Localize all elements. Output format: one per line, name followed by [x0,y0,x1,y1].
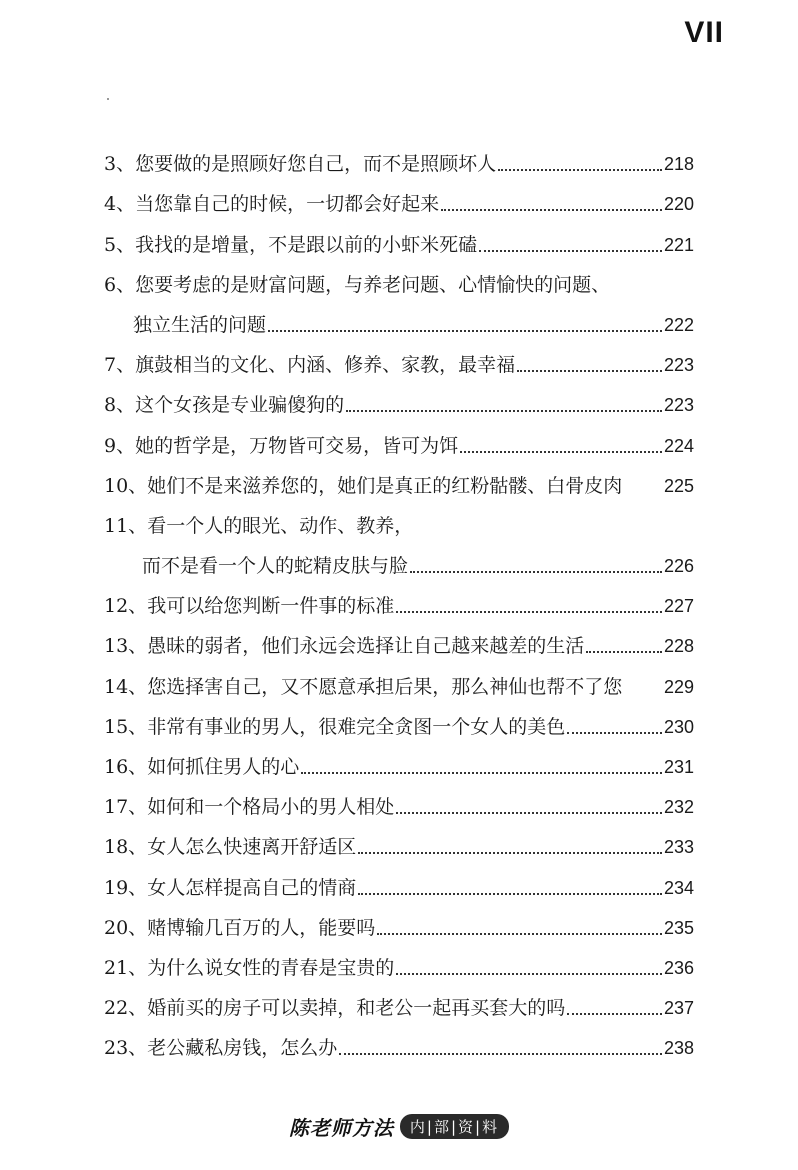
toc-entry-page: 235 [663,917,694,938]
toc-entry-number: 7、 [104,354,136,377]
toc-entry-number: 22、 [104,997,148,1020]
toc-entry-number: 11、 [104,514,148,537]
toc-entry-20[interactable] [104,900,694,940]
dot-leader [396,611,662,613]
toc-entry-title: 她的哲学是，万物皆可交易，皆可为饵 [135,434,459,457]
toc-entry-number: 5、 [104,233,136,256]
toc-entry-title: 婚前买的房子可以卖掉，和老公一起再买套大的吗 [147,997,566,1020]
toc-entry-23[interactable] [104,1020,694,1060]
toc-entry-number: 3、 [104,153,136,176]
toc-entry-number: 19、 [104,876,148,899]
toc-entry-number: 21、 [104,956,148,979]
toc-entry-title: 愚昧的弱者，他们永远会选择让自己越来越差的生活 [147,635,585,658]
toc-entry-page: 234 [663,877,694,898]
toc-entry-page: 237 [663,998,694,1019]
toc-entry-6-continued[interactable] [104,297,694,337]
toc-entry-16[interactable] [104,739,694,779]
toc-entry-title: 当您靠自己的时候，一切都会好起来 [135,193,440,216]
dot-leader [479,250,662,252]
toc-entry-title: 我找的是增量，不是跟以前的小虾米死磕 [135,233,478,256]
toc-entry-title: 这个女孩是专业骗傻狗的 [135,394,345,417]
toc-entry-number: 12、 [104,595,148,618]
toc-entry-title: 您要做的是照顾好您自己，而不是照顾坏人 [135,153,497,176]
toc-entry-number: 9、 [104,434,136,457]
toc-entry-title: 如何抓住男人的心 [147,756,300,778]
toc-entry-title: 看一个人的眼光、动作、教养， [147,514,414,537]
internal-material-badge: 内|部|资|料 [400,1114,509,1139]
toc-entry-page: 223 [663,355,694,376]
toc-entry-5[interactable] [104,216,694,256]
dot-leader [410,571,662,573]
toc-entry-title: 女人怎样提高自己的情商 [147,876,357,899]
toc-entry-page: 224 [663,435,694,456]
toc-entry-9[interactable] [104,417,694,457]
table-of-contents [104,136,694,1060]
toc-entry-12[interactable] [104,578,694,618]
dot-leader [586,651,662,653]
toc-entry-title: 为什么说女性的青春是宝贵的 [147,956,395,979]
toc-entry-15[interactable] [104,699,694,739]
dot-leader [396,812,662,814]
toc-entry-number: 17、 [104,796,148,819]
toc-entry-title: 老公藏私房钱，怎么办 [147,1037,338,1060]
toc-entry-8[interactable] [104,377,694,417]
toc-entry-10[interactable] [104,458,694,498]
toc-entry-page: 218 [663,154,694,175]
toc-entry-page: 228 [663,636,694,657]
dot-leader [567,1013,662,1015]
dot-leader [346,410,662,412]
dot-leader [460,451,662,453]
toc-entry-11[interactable] [104,498,694,538]
toc-entry-number: 18、 [104,836,148,859]
toc-entry-13[interactable] [104,618,694,658]
toc-entry-19[interactable] [104,859,694,899]
toc-entry-page: 222 [663,314,694,335]
dot-leader [339,1053,662,1055]
toc-entry-title: 赌博输几百万的人，能要吗 [147,916,376,939]
toc-entry-page: 226 [663,556,694,577]
toc-entry-21[interactable] [104,940,694,980]
dot-leader [301,772,662,774]
toc-entry-page: 233 [663,837,694,858]
toc-entry-page: 231 [663,757,694,777]
toc-entry-page: 221 [663,234,694,255]
toc-entry-3[interactable] [104,136,694,176]
toc-entry-title: 我可以给您判断一件事的标准 [147,595,395,618]
toc-entry-number: 14、 [104,675,148,698]
toc-entry-11-continued[interactable] [104,538,694,578]
toc-entry-title-continued: 而不是看一个人的蛇精皮肤与脸 [142,555,409,578]
dot-leader [441,209,662,211]
toc-entry-title: 如何和一个格局小的男人相处 [147,796,395,819]
toc-entry-number: 15、 [104,715,148,738]
toc-entry-title: 您选择害自己，又不愿意承担后果，那么神仙也帮不了您 [147,675,623,698]
toc-entry-number: 10、 [104,474,148,497]
toc-entry-title: 女人怎么快速离开舒适区 [147,836,357,859]
toc-entry-title: 非常有事业的男人，很难完全贪图一个女人的美色 [147,715,566,738]
toc-entry-number: 23、 [104,1037,148,1060]
toc-entry-number: 20、 [104,916,148,939]
toc-entry-18[interactable] [104,819,694,859]
toc-entry-title: 她们不是来滋养您的，她们是真正的红粉骷髅、白骨皮肉 [147,474,623,497]
toc-entry-14[interactable] [104,658,694,698]
dot-leader [396,973,662,975]
toc-entry-6[interactable] [104,257,694,297]
toc-entry-page: 220 [663,194,694,215]
toc-entry-page: 229 [663,676,694,697]
toc-entry-title: 您要考虑的是财富问题，与养老问题、心情愉快的问题、 [135,273,611,296]
toc-entry-page: 236 [663,957,694,978]
footer-brand: 陈老师方法 [288,1116,394,1140]
toc-entry-title: 旗鼓相当的文化、内涵、修养、家教，最幸福 [135,354,516,377]
toc-entry-number: 4、 [104,193,136,216]
page-footer [0,1112,798,1141]
dot-leader [517,370,662,372]
toc-entry-page: 227 [663,596,694,617]
toc-entry-page: 223 [663,395,694,416]
dot-leader [567,732,662,734]
toc-entry-number: 6、 [104,273,136,296]
toc-entry-page: 238 [663,1038,694,1059]
toc-entry-title-continued: 独立生活的问题 [133,313,267,336]
toc-entry-page: 230 [663,716,694,737]
toc-entry-number: 13、 [104,635,148,658]
dot-leader [358,893,662,895]
scan-speck [107,98,109,100]
dot-leader [498,169,662,171]
toc-entry-page: 225 [663,475,694,496]
toc-entry-page: 232 [663,797,694,818]
dot-leader [358,852,662,854]
toc-entry-number: 16、 [104,756,148,778]
dot-leader [268,330,662,332]
toc-entry-number: 8、 [104,394,136,417]
toc-entry-7[interactable] [104,337,694,377]
toc-entry-17[interactable] [104,779,694,819]
dot-leader [377,933,662,935]
toc-entry-22[interactable] [104,980,694,1020]
toc-entry-4[interactable] [104,176,694,216]
page-number: VII [684,16,724,49]
